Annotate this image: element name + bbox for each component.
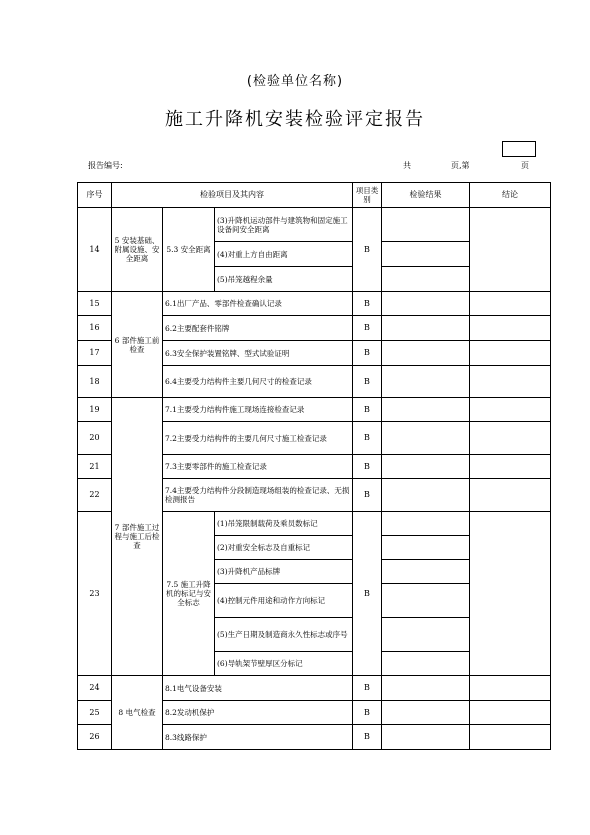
page-number-box[interactable] <box>502 141 536 157</box>
sub-item: (5)生产日期及制造商永久性标志或序号 <box>215 618 353 652</box>
conclusion-cell[interactable] <box>470 366 551 398</box>
conclusion-cell[interactable] <box>470 292 551 316</box>
row-no: 23 <box>78 512 112 676</box>
row-no: 24 <box>78 676 112 701</box>
conclusion-cell[interactable] <box>470 208 551 292</box>
conclusion-cell[interactable] <box>470 398 551 422</box>
sub-item: (3)升降机产品标牌 <box>215 560 353 584</box>
result-cell[interactable] <box>382 455 470 479</box>
row-no: 16 <box>78 316 112 341</box>
row-no: 18 <box>78 366 112 398</box>
conclusion-cell[interactable] <box>470 341 551 366</box>
row-no: 26 <box>78 725 112 750</box>
table-row <box>78 676 551 701</box>
conclusion-cell[interactable] <box>470 512 551 676</box>
result-cell[interactable] <box>382 560 470 584</box>
item-text: 6.1出厂产品、零部件检查确认记录 <box>163 292 353 316</box>
row-no: 17 <box>78 341 112 366</box>
item-category: B <box>353 292 382 316</box>
sub-item: (3)升降机运动部件与建筑物和固定施工设备间安全距离 <box>215 208 353 242</box>
item-text: 7.2主要受力结构件的主要几何尺寸施工检查记录 <box>163 422 353 455</box>
table-header <box>78 183 551 208</box>
result-cell[interactable] <box>382 366 470 398</box>
conclusion-cell[interactable] <box>470 725 551 750</box>
item-text: 7.4主要受力结构件分段制造现场组装的检查记录、无损检测报告 <box>163 479 353 512</box>
group-label: 5 安装基础、附属设施、安全距离 <box>112 208 163 292</box>
item-text: 7.3主要零部件的施工检查记录 <box>163 455 353 479</box>
sub-item: (1)吊笼限制载荷及乘员数标记 <box>215 512 353 536</box>
group-label: 7 部件施工过程与施工后检查 <box>112 398 163 676</box>
inspection-table <box>77 182 551 750</box>
conclusion-cell[interactable] <box>470 479 551 512</box>
conclusion-cell[interactable] <box>470 316 551 341</box>
result-cell[interactable] <box>382 676 470 701</box>
item-text: 8.2发动机保护 <box>163 701 353 725</box>
item-category: B <box>353 366 382 398</box>
col-item: 检验项目及其内容 <box>112 183 353 208</box>
unit-name: (检验单位名称) <box>246 74 344 89</box>
row-no: 15 <box>78 292 112 316</box>
conclusion-cell[interactable] <box>470 455 551 479</box>
result-cell[interactable] <box>382 725 470 750</box>
sub-item: (4)控制元件用途和动作方向标记 <box>215 584 353 618</box>
item-text: 7.1主要受力结构件施工现场连接检查记录 <box>163 398 353 422</box>
total-pages-label: 共 <box>403 161 411 170</box>
item-category: B <box>353 398 382 422</box>
sub-item: (4)对重上方自由距离 <box>215 242 353 267</box>
col-conclusion: 结论 <box>470 183 551 208</box>
row-no: 19 <box>78 398 112 422</box>
result-cell[interactable] <box>382 422 470 455</box>
sub-item: (5)吊笼越程余量 <box>215 267 353 292</box>
result-cell[interactable] <box>382 208 470 242</box>
item-text: 8.3线路保护 <box>163 725 353 750</box>
page-title: 施工升降机安装检验评定报告 <box>165 109 425 130</box>
item-category: B <box>353 479 382 512</box>
col-category: 项目类别 <box>353 183 382 208</box>
report-number-label: 报告编号: <box>88 161 123 170</box>
page-suffix-label: 页 <box>521 161 529 170</box>
item-text: 8.1电气设备安装 <box>163 676 353 701</box>
subgroup-label: 5.3 安全距离 <box>163 208 215 292</box>
result-cell[interactable] <box>382 584 470 618</box>
col-no: 序号 <box>78 183 112 208</box>
table-row <box>78 398 551 422</box>
sub-item: (2)对重安全标志及自重标记 <box>215 536 353 560</box>
row-no: 25 <box>78 701 112 725</box>
conclusion-cell[interactable] <box>470 701 551 725</box>
item-category: B <box>353 208 382 292</box>
result-cell[interactable] <box>382 512 470 536</box>
page-of-label: 页,第 <box>451 161 470 170</box>
result-cell[interactable] <box>382 267 470 292</box>
result-cell[interactable] <box>382 242 470 267</box>
conclusion-cell[interactable] <box>470 422 551 455</box>
item-text: 6.3安全保护装置铭牌、型式试验证明 <box>163 341 353 366</box>
item-category: B <box>353 725 382 750</box>
result-cell[interactable] <box>382 618 470 652</box>
group-label: 6 部件施工前检查 <box>112 292 163 398</box>
row-no: 20 <box>78 422 112 455</box>
item-category: B <box>353 676 382 701</box>
item-category: B <box>353 455 382 479</box>
table-row <box>78 292 551 316</box>
result-cell[interactable] <box>382 701 470 725</box>
result-cell[interactable] <box>382 292 470 316</box>
item-category: B <box>353 512 382 676</box>
row-no: 21 <box>78 455 112 479</box>
item-text: 6.4主要受力结构件主要几何尺寸的检查记录 <box>163 366 353 398</box>
item-category: B <box>353 341 382 366</box>
result-cell[interactable] <box>382 398 470 422</box>
item-category: B <box>353 316 382 341</box>
sub-item: (6)导轨架节壁厚区分标记 <box>215 652 353 676</box>
result-cell[interactable] <box>382 341 470 366</box>
table-row <box>78 208 551 242</box>
row-no: 22 <box>78 479 112 512</box>
conclusion-cell[interactable] <box>470 676 551 701</box>
result-cell[interactable] <box>382 316 470 341</box>
item-text: 6.2主要配套件铭牌 <box>163 316 353 341</box>
group-label: 8 电气检查 <box>112 676 163 750</box>
result-cell[interactable] <box>382 536 470 560</box>
row-no: 14 <box>78 208 112 292</box>
result-cell[interactable] <box>382 479 470 512</box>
col-result: 检验结果 <box>382 183 470 208</box>
subgroup-label: 7.5 施工升降机的标记与安全标志 <box>163 512 215 676</box>
result-cell[interactable] <box>382 652 470 676</box>
item-category: B <box>353 422 382 455</box>
item-category: B <box>353 701 382 725</box>
